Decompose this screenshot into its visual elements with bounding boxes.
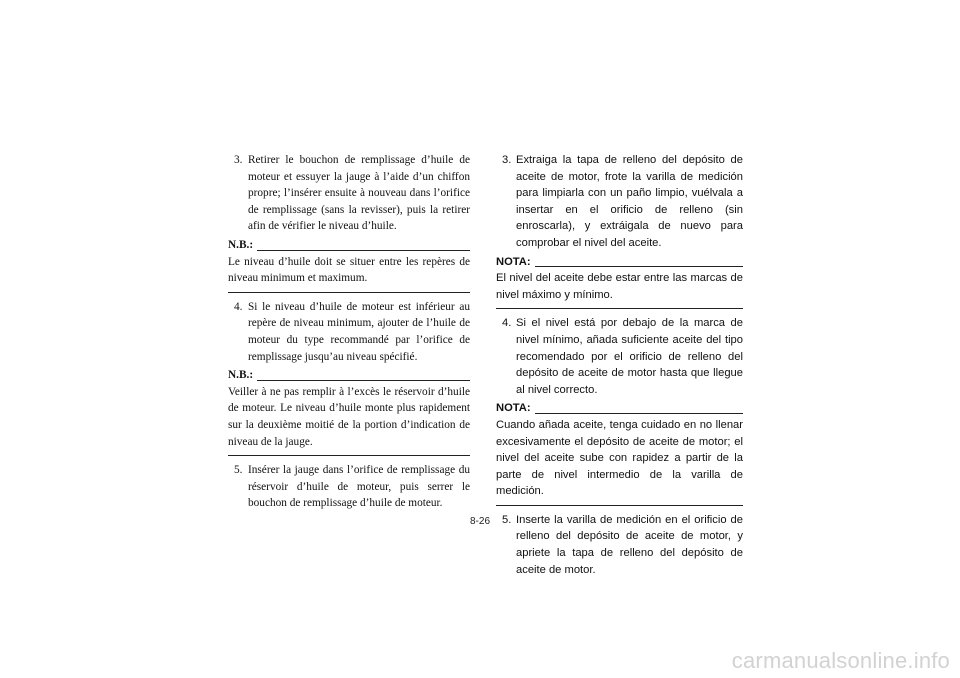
fr-step-5	[234, 462, 470, 512]
es-step-4-number: 4.	[502, 317, 512, 330]
fr-note-2-heading	[228, 367, 470, 384]
es-note-2-heading	[496, 400, 743, 417]
fr-step-5-text: Insérer la jauge dans l’orifice de remplissage du réservoir d’huile de moteur, puis serrer le bouchon de remplissage d’huile de moteur.	[248, 464, 470, 510]
fr-note-2-end-rule	[228, 455, 470, 456]
es-step-5-text: Inserte la varilla de medición en el orificio de relleno del depósito de aceite de motor, y apriete la tapa de relleno del depósito de aceite de motor.	[516, 513, 743, 576]
fr-step-3-text: Retirer le bouchon de remplissage d’huile de moteur et essuyer la jauge à l’aide d’un chiffon propre; l’insérer ensuite à nouveau dans l’orifice de remplissage (sans la revisser), puis la retirer afin de vérifier le niveau d’huile.	[248, 154, 470, 233]
fr-note-1-label: N.B.:	[228, 238, 254, 251]
es-note-2-label: NOTA:	[496, 402, 531, 415]
page-number: 8-26	[469, 516, 490, 527]
es-note-2-end-rule	[496, 505, 743, 506]
es-step-3-text: Extraiga la tapa de relleno del depósito de aceite de motor, frote la varilla de medición para limpiarla con un paño limpio, vuélvala a insertar en el orificio de relleno (sin enroscarla), y extráigala de nuevo para comprobar el nivel del aceite.	[516, 154, 743, 249]
es-note-2-text: Cuando añada aceite, tenga cuidado en no llenar excesivamente el depósito de aceite de motor; el nivel del aceite sube con rapidez a partir de la parte de nivel intermedio de la varilla de medición.	[496, 418, 743, 498]
es-step-3	[502, 152, 743, 252]
fr-step-4-text: Si le niveau d’huile de moteur est inférieur au repère de niveau minimum, ajouter de l’huile de moteur du type recommandé par l’orifice de remplissage jusqu’au niveau spécifié.	[248, 300, 470, 363]
es-note-1-text: El nivel del aceite debe estar entre las marcas de nivel máximo y mínimo.	[496, 272, 743, 301]
fr-step-5-number: 5.	[234, 464, 243, 477]
fr-step-3	[234, 152, 470, 235]
es-note-2-rule	[535, 413, 743, 414]
es-note-1-end-rule	[496, 308, 743, 309]
fr-note-2-label: N.B.:	[228, 369, 254, 382]
spanish-column	[496, 152, 743, 578]
fr-step-3-number: 3.	[234, 154, 243, 166]
es-step-3-number: 3.	[502, 154, 512, 166]
fr-step-4	[234, 299, 470, 365]
es-step-4	[502, 315, 743, 398]
es-note-1-rule	[535, 266, 743, 267]
es-step-5-number: 5.	[502, 513, 512, 526]
fr-note-1-rule	[257, 250, 470, 251]
fr-note-1-text: Le niveau d’huile doit se situer entre les repères de niveau minimum et maximum.	[228, 255, 470, 285]
fr-note-2-rule	[257, 380, 470, 381]
es-note-1-label: NOTA:	[496, 255, 531, 268]
es-note-1-heading	[496, 254, 743, 271]
watermark: carmanualsonline.info	[731, 648, 950, 673]
french-column	[228, 152, 470, 512]
fr-note-2-text: Veiller à ne pas remplir à l’excès le réservoir d’huile de moteur. Le niveau d’huile monte plus rapidement sur la deuxième moitié de la portion d’indication de niveau de la jauge.	[228, 385, 470, 448]
fr-note-1-heading	[228, 237, 470, 254]
es-step-4-text: Si el nivel está por debajo de la marca de nivel mínimo, añada suficiente aceite del tipo recomendado por el orificio de relleno del depósito de aceite de motor hasta que llegue al nivel correcto.	[516, 317, 743, 396]
fr-step-4-number: 4.	[234, 300, 243, 313]
fr-note-1-end-rule	[228, 292, 470, 293]
